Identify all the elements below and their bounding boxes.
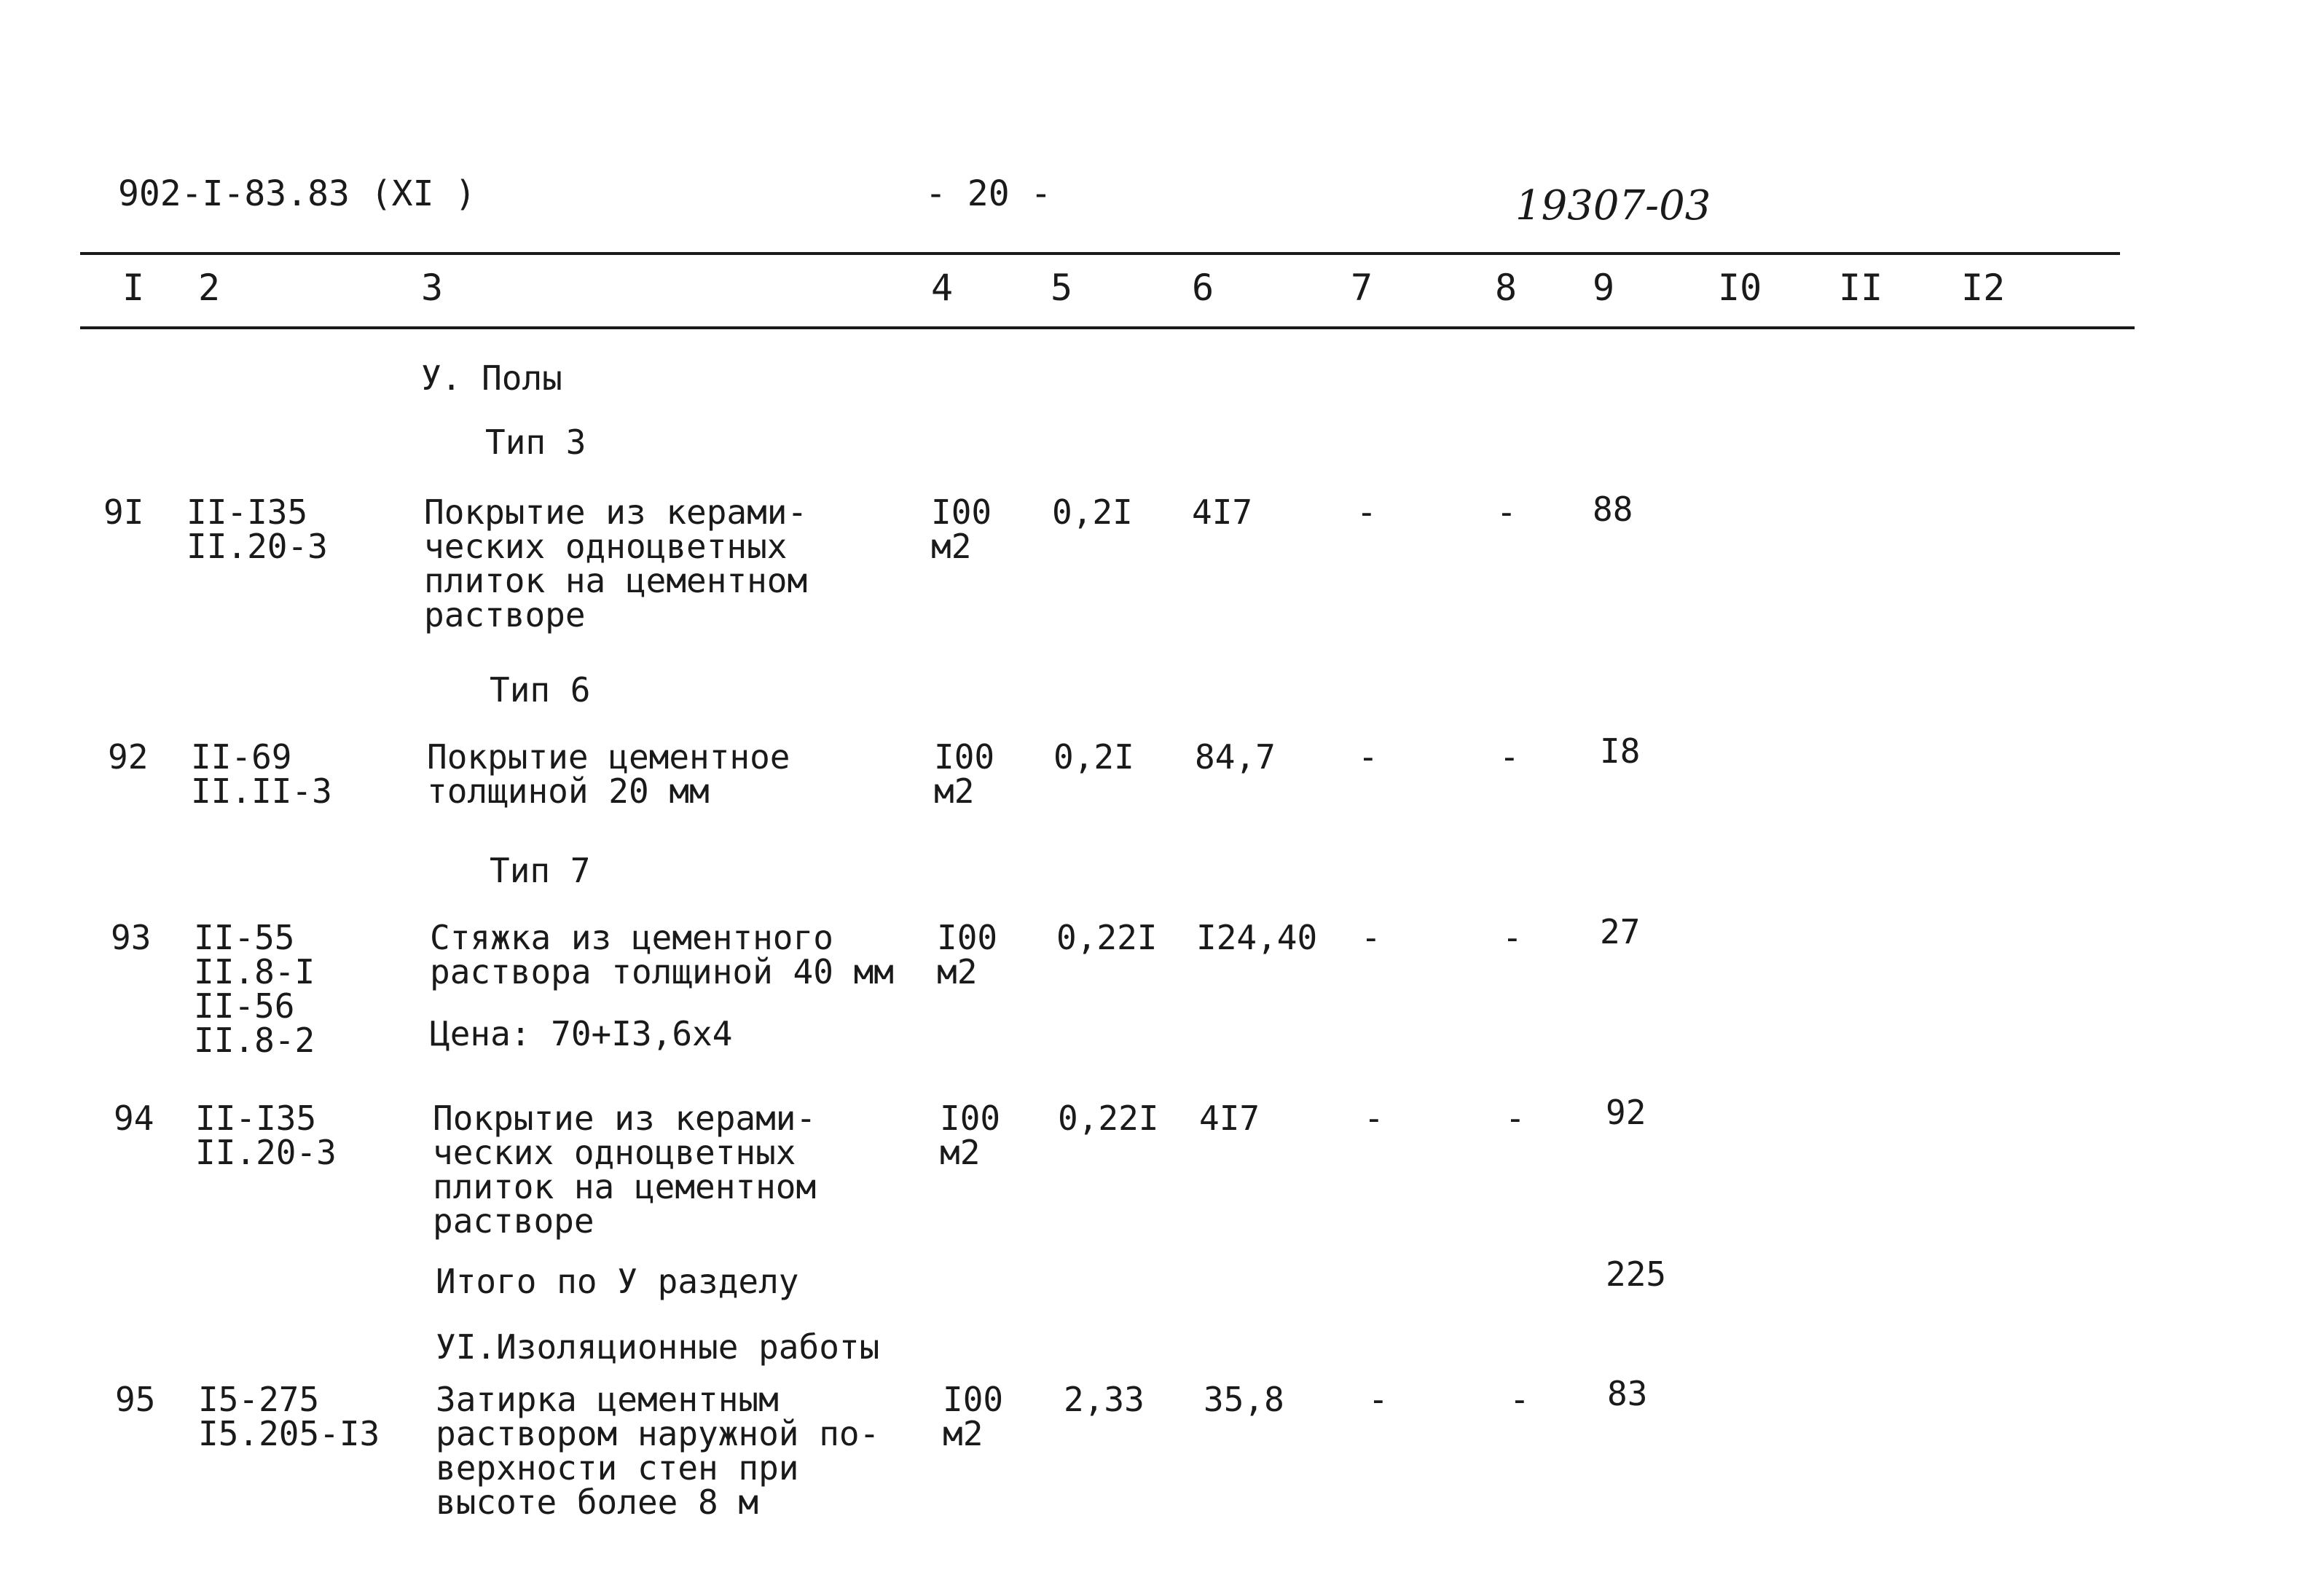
code-line: II.II-3 [191,771,332,811]
column-header-5: 5 [1051,267,1073,309]
type-heading: Тип 3 [485,423,586,462]
column-header-9: 9 [1593,267,1615,309]
description-line: раствором наружной по- [436,1414,880,1453]
description-line: Покрытие из керами- [433,1099,817,1138]
code-line: II-I35 [187,492,308,532]
header-bottom-rule [80,326,2135,329]
unit [934,737,995,811]
quantity: 2,33 [1064,1380,1145,1419]
handwritten-number: 19307-03 [1515,182,1711,229]
column-8-value: - [1499,737,1520,777]
description-line: Стяжка из цементного [430,918,833,957]
norm-code [187,492,328,566]
total-value: I8 [1600,731,1641,771]
column-8-value: - [1510,1380,1530,1419]
description-line: Затирка цементным [436,1380,779,1419]
unit-line: м2 [940,1133,981,1172]
column-header-11: II [1839,267,1883,309]
code-line: II-I35 [195,1099,317,1138]
code-line: II.8-2 [194,1021,315,1060]
column-header-3: 3 [421,267,444,309]
code-line: II-56 [194,986,295,1026]
description-line: высоте более 8 м [436,1482,759,1522]
work-description [436,1380,880,1522]
unit-line: м2 [943,1414,984,1453]
description-line: раствора толщиной 40 мм [430,952,894,991]
row-number: 9I [103,492,144,532]
description-line: растворе [433,1201,594,1241]
row-number: 94 [114,1099,154,1138]
unit [943,1380,1004,1453]
code-line: II-55 [194,918,295,957]
quantity: 0,2I [1053,737,1134,777]
column-7-value: - [1358,737,1378,777]
work-description [430,918,894,991]
total-value: 83 [1607,1374,1648,1413]
code-line: II.20-3 [195,1133,337,1172]
page-number: - 20 - [925,173,1052,214]
document-code: 902-I-83.83 (XI ) [118,173,476,214]
column-header-4: 4 [931,267,954,309]
code-line: II.8-I [194,952,315,991]
price-formula: Цена: 70+I3,6х4 [430,1014,733,1053]
norm-code [191,737,332,811]
description-line: ческих одноцветных [424,527,788,566]
column-header-12: I2 [1961,267,2006,309]
norm-code [194,918,315,1060]
total-value: 92 [1606,1093,1646,1132]
column-header-2: 2 [198,267,221,309]
unit-price: I24,40 [1196,918,1318,957]
column-7-value: - [1364,1099,1384,1138]
column-header-10: I0 [1718,267,1762,309]
unit-price: 4I7 [1199,1099,1260,1138]
description-line: Покрытие цементное [427,737,790,777]
description-line: плиток на цементном [433,1167,817,1206]
row-number: 92 [108,737,149,777]
description-line: верхности стен при [436,1448,799,1488]
column-header-7: 7 [1351,267,1373,309]
unit-line: I00 [934,737,995,777]
column-7-value: - [1357,492,1377,532]
column-header-1: I [122,267,145,309]
unit-price: 35,8 [1204,1380,1284,1419]
type-heading: Тип 7 [490,851,591,890]
unit-line: м2 [931,527,972,566]
unit [931,492,992,566]
total-value: 88 [1593,490,1633,529]
section-title: У. Полы [421,358,562,398]
unit-line: м2 [934,771,975,811]
code-line: I5.205-I3 [198,1414,380,1453]
column-7-value: - [1361,918,1381,957]
unit [940,1101,1000,1170]
column-7-value: - [1368,1380,1389,1419]
subtotal-value: 225 [1606,1254,1667,1294]
row-number: 95 [115,1380,156,1419]
header-top-rule [80,252,2120,255]
column-8-value: - [1496,492,1517,532]
quantity: 0,22I [1058,1099,1159,1138]
norm-code [198,1380,380,1453]
unit-line: I00 [931,492,992,532]
column-header-6: 6 [1192,267,1214,309]
quantity: 0,2I [1052,492,1133,532]
unit-line: I00 [940,1099,1001,1138]
unit-price: 84,7 [1195,737,1276,777]
description-line: плиток на цементном [424,561,808,600]
section-title: УI.Изоляционные работы [436,1327,880,1367]
unit-line: I00 [937,918,998,957]
total-value: 27 [1600,912,1641,951]
work-description [433,1099,817,1241]
type-heading: Тип 6 [490,670,591,710]
column-header-8: 8 [1495,267,1518,309]
unit-price: 4I7 [1192,492,1253,532]
subtotal-label: Итого по У разделу [436,1262,799,1301]
work-description [424,492,808,635]
column-8-value: - [1502,918,1523,957]
description-line: растворе [424,595,586,635]
unit-line: м2 [937,952,978,991]
norm-code [195,1101,337,1170]
code-line: I5-275 [198,1380,320,1419]
unit-line: I00 [943,1380,1004,1419]
column-8-value: - [1505,1099,1526,1138]
unit [937,918,998,991]
quantity: 0,22I [1056,918,1158,957]
description-line: толщиной 20 мм [427,771,710,811]
row-number: 93 [111,918,152,957]
code-line: II-69 [191,737,292,777]
description-line: Покрытие из керами- [424,492,808,532]
code-line: II.20-3 [187,527,328,566]
work-description [427,737,790,811]
description-line: ческих одноцветных [433,1133,796,1172]
